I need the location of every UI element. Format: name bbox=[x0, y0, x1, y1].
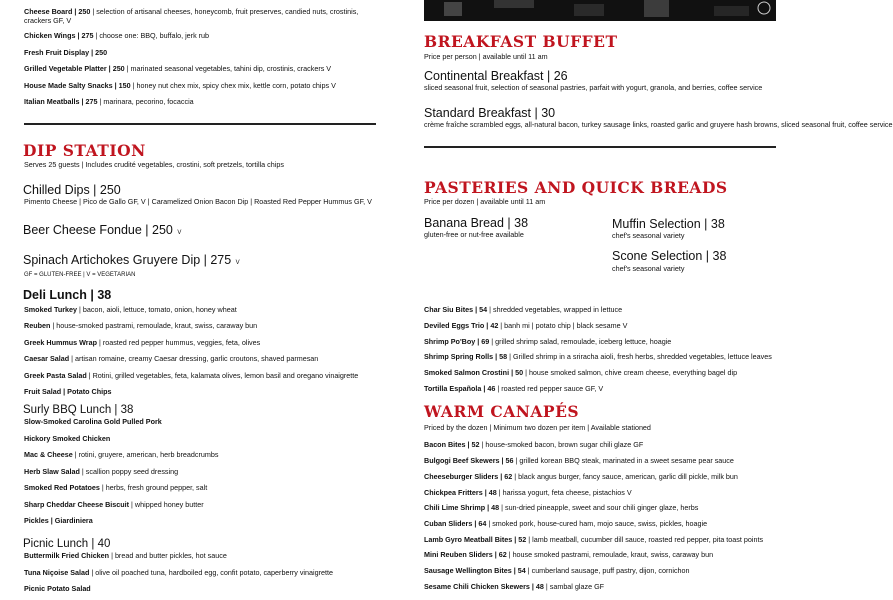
menu-item bbox=[24, 450, 218, 459]
menu-item-name: Caesar Salad bbox=[24, 354, 70, 363]
menu-item-name: Fruit Salad | Potato Chips bbox=[24, 387, 112, 396]
menu-item bbox=[424, 582, 604, 591]
menu-item-desc: | smoked pork, house-cured ham, mojo sauce, swiss, pickles, hoagie bbox=[486, 519, 708, 528]
menu-item-name: Cuban Sliders | 64 bbox=[424, 519, 487, 528]
menu-item-name: Mini Reuben Sliders | 62 bbox=[424, 550, 507, 559]
menu-item bbox=[424, 321, 627, 330]
chilled-dips-title: Chilled Dips | 250 bbox=[23, 183, 121, 197]
menu-item-name: Greek Pasta Salad bbox=[24, 371, 87, 380]
bbq-title: Surly BBQ Lunch | 38 bbox=[23, 404, 134, 416]
fondue-tag: V bbox=[177, 230, 182, 236]
menu-item bbox=[424, 440, 643, 449]
menu-item bbox=[424, 566, 690, 575]
menu-item-desc: | herbs, fresh ground pepper, salt bbox=[99, 483, 208, 492]
menu-item-desc: | shredded vegetables, wrapped in lettuce bbox=[487, 305, 623, 314]
menu-item-name: Buttermilk Fried Chicken bbox=[24, 551, 110, 560]
menu-item-desc: | honey nut chex mix, spicy chex mix, kettle corn, potato chips V bbox=[130, 81, 336, 90]
dip-station-title: DIP STATION bbox=[23, 141, 146, 160]
continental-title: Continental Breakfast | 26 bbox=[424, 69, 568, 83]
menu-item bbox=[424, 472, 738, 481]
menu-item bbox=[424, 519, 707, 528]
menu-item-desc: | marinated seasonal vegetables, tahini dip, crostinis, crackers V bbox=[124, 64, 332, 73]
menu-item-name: Lamb Gyro Meatball Bites | 52 bbox=[424, 535, 527, 544]
pastries-sub: Price per dozen | available until 11 am bbox=[424, 197, 546, 206]
banana-title: Banana Bread | 38 bbox=[424, 216, 529, 230]
menu-item bbox=[24, 81, 376, 90]
canapes-sub: Priced by the dozen | Minimum two dozen per item | Available stationed bbox=[424, 423, 651, 432]
menu-item-name: Sausage Wellington Bites | 54 bbox=[424, 566, 526, 575]
menu-item bbox=[24, 483, 207, 492]
menu-item-desc: | roasted red pepper hummus, veggies, feta, olives bbox=[96, 338, 261, 347]
breakfast-title: BREAKFAST BUFFET bbox=[424, 32, 618, 51]
menu-item bbox=[24, 305, 237, 314]
muffin-desc: chef's seasonal variety bbox=[612, 231, 685, 240]
header-photo bbox=[424, 0, 776, 21]
diet-legend: GF = GLUTEN-FREE | V = VEGETARIAN bbox=[24, 272, 136, 278]
menu-item-desc: | bacon, aioli, lettuce, tomato, onion, honey wheat bbox=[77, 305, 237, 314]
menu-item bbox=[424, 535, 763, 544]
fondue-row bbox=[23, 221, 181, 239]
menu-item-desc: | house-smoked pastrami, remoulade, kraut, swiss, caraway bun bbox=[50, 321, 258, 330]
menu-item bbox=[424, 368, 737, 377]
menu-item bbox=[24, 551, 227, 560]
breakfast-sub: Price per person | available until 11 am bbox=[424, 52, 548, 61]
menu-item-name: Tortilla Española | 46 bbox=[424, 384, 496, 393]
standard-title: Standard Breakfast | 30 bbox=[424, 106, 556, 120]
menu-item-desc: | black angus burger, fancy sauce, american, garlic dill pickle, milk bun bbox=[512, 472, 738, 481]
banana-desc: gluten-free or nut-free available bbox=[424, 230, 524, 239]
menu-item-desc: | whipped honey butter bbox=[129, 500, 204, 509]
menu-item bbox=[24, 500, 204, 509]
menu-item bbox=[424, 305, 622, 314]
menu-item-name: Hickory Smoked Chicken bbox=[24, 434, 111, 443]
spinach-title: Spinach Artichokes Gruyere Dip | 275 bbox=[23, 253, 232, 267]
menu-item bbox=[24, 387, 111, 396]
menu-item-desc: | olive oil poached tuna, hardboiled egg, confit potato, caperberry vinaigrette bbox=[89, 568, 333, 577]
menu-item-name: Smoked Turkey bbox=[24, 305, 77, 314]
menu-item-name: Char Siu Bites | 54 bbox=[424, 305, 488, 314]
menu-item bbox=[24, 584, 91, 593]
menu-item-name: Chicken Wings | 275 bbox=[24, 31, 94, 40]
menu-item bbox=[24, 321, 257, 330]
dip-station-sub: Serves 25 guests | Includes crudité vegetables, crostini, soft pretzels, tortilla chips bbox=[24, 160, 284, 169]
fondue-title: Beer Cheese Fondue | 250 bbox=[23, 223, 173, 237]
menu-item-desc: | sambal glaze GF bbox=[543, 582, 605, 591]
menu-item bbox=[24, 338, 260, 347]
menu-item-desc: | bread and butter pickles, hot sauce bbox=[109, 551, 227, 560]
menu-item-desc: | house smoked pastrami, remoulade, kraut, swiss, caraway bun bbox=[506, 550, 714, 559]
menu-item bbox=[424, 550, 713, 559]
menu-item-name: Chili Lime Shrimp | 48 bbox=[424, 503, 500, 512]
menu-item-name: Deviled Eggs Trio | 42 bbox=[424, 321, 499, 330]
menu-item-desc: | roasted red pepper sauce GF, V bbox=[495, 384, 604, 393]
menu-item-name: Greek Hummus Wrap bbox=[24, 338, 97, 347]
menu-item-desc: | banh mi | potato chip | black sesame V bbox=[498, 321, 628, 330]
menu-item bbox=[424, 352, 772, 361]
menu-item-name: Fresh Fruit Display | 250 bbox=[24, 48, 108, 57]
menu-item-name: Shrimp Spring Rolls | 58 bbox=[424, 352, 508, 361]
picnic-title: Picnic Lunch | 40 bbox=[23, 538, 111, 550]
menu-item bbox=[24, 371, 358, 380]
menu-item-name: Pickles | Giardiniera bbox=[24, 516, 93, 525]
menu-item-name: Bacon Bites | 52 bbox=[424, 440, 480, 449]
muffin-title: Muffin Selection | 38 bbox=[612, 217, 725, 231]
menu-item bbox=[24, 434, 110, 443]
menu-item-name: Sharp Cheddar Cheese Biscuit bbox=[24, 500, 130, 509]
menu-item bbox=[424, 503, 698, 512]
menu-item bbox=[424, 456, 734, 465]
menu-item bbox=[424, 488, 632, 497]
menu-item-desc: | lamb meatball, cucumber dill sauce, roasted red pepper, pita toast points bbox=[526, 535, 764, 544]
menu-item bbox=[24, 31, 376, 40]
menu-item-name: Slow-Smoked Carolina Gold Pulled Pork bbox=[24, 417, 162, 426]
menu-item-name: Cheese Board | 250 bbox=[24, 7, 91, 16]
menu-item-name: Smoked Red Potatoes bbox=[24, 483, 100, 492]
menu-item bbox=[24, 467, 178, 476]
menu-item-desc: | choose one: BBQ, buffalo, jerk rub bbox=[93, 31, 210, 40]
spinach-row bbox=[23, 251, 240, 269]
menu-item-name: Reuben bbox=[24, 321, 51, 330]
chilled-dips-desc: Pimento Cheese | Pico de Gallo GF, V | Caramelized Onion Bacon Dip | Roasted Red Pepper Hummus GF, V bbox=[24, 197, 372, 206]
deli-title: Deli Lunch | 38 bbox=[23, 288, 112, 302]
menu-item-name: Mac & Cheese bbox=[24, 450, 73, 459]
menu-item-desc: | artisan romaine, creamy Caesar dressing, garlic croutons, shaved parmesan bbox=[69, 354, 319, 363]
photo-texture bbox=[424, 0, 776, 21]
continental-desc: sliced seasonal fruit, selection of seasonal pastries, parfait with yogurt, granola, and berries, coffee service bbox=[424, 83, 763, 92]
menu-item-desc: | sun-dried pineapple, sweet and sour chili ginger glaze, herbs bbox=[499, 503, 699, 512]
menu-item-name: Picnic Potato Salad bbox=[24, 584, 91, 593]
menu-item bbox=[24, 64, 376, 73]
menu-item-name: Shrimp Po'Boy | 69 bbox=[424, 337, 490, 346]
standard-desc: crème fraîche scrambled eggs, all-natural bacon, turkey sausage links, roasted garlic and gruyere hash browns, sliced seasonal fruit, coffee service bbox=[424, 120, 893, 129]
menu-item-desc: | Grilled shrimp in a sriracha aioli, fresh herbs, shredded vegetables, lettuce leaves bbox=[507, 352, 772, 361]
menu-item-desc: | rotini, gruyere, american, herb breadcrumbs bbox=[72, 450, 219, 459]
menu-item-desc: | scallion poppy seed dressing bbox=[79, 467, 179, 476]
menu-item-desc: | house smoked salmon, chive cream cheese, everything bagel dip bbox=[523, 368, 738, 377]
divider-right bbox=[424, 146, 776, 148]
menu-item-name: Tuna Niçoise Salad bbox=[24, 568, 90, 577]
canapes-title: WARM CANAPÉS bbox=[424, 402, 580, 421]
menu-item-desc: | house-smoked bacon, brown sugar chili glaze GF bbox=[479, 440, 644, 449]
menu-item-desc: | harissa yogurt, feta cheese, pistachios V bbox=[496, 488, 632, 497]
menu-item bbox=[424, 384, 603, 393]
menu-item-name: Grilled Vegetable Platter | 250 bbox=[24, 64, 125, 73]
scone-desc: chef's seasonal variety bbox=[612, 264, 685, 273]
menu-item-name: Herb Slaw Salad bbox=[24, 467, 80, 476]
menu-item bbox=[24, 7, 376, 25]
menu-item-name: Chickpea Fritters | 48 bbox=[424, 488, 497, 497]
menu-item-desc: | grilled shrimp salad, remoulade, iceberg lettuce, hoagie bbox=[489, 337, 672, 346]
menu-item bbox=[24, 516, 93, 525]
spinach-tag: V bbox=[235, 260, 240, 266]
menu-item-name: Smoked Salmon Crostini | 50 bbox=[424, 368, 524, 377]
menu-item-desc: | grilled korean BBQ steak, marinated in a sweet sesame pear sauce bbox=[513, 456, 734, 465]
menu-item-desc: | selection of artisanal cheeses, honeycomb, fruit preserves, candied nuts, crostinis, crackers GF, V bbox=[24, 7, 359, 25]
menu-item bbox=[24, 417, 162, 426]
menu-item-name: Italian Meatballs | 275 bbox=[24, 97, 98, 106]
deli-title-clip bbox=[23, 288, 223, 303]
menu-item bbox=[24, 97, 376, 106]
menu-item-name: House Made Salty Snacks | 150 bbox=[24, 81, 131, 90]
menu-item bbox=[24, 354, 318, 363]
menu-item bbox=[424, 337, 671, 346]
menu-item-name: Bulgogi Beef Skewers | 56 bbox=[424, 456, 514, 465]
menu-item-desc: | Rotini, grilled vegetables, feta, kalamata olives, lemon basil and oregano vinaigrette bbox=[86, 371, 359, 380]
menu-item-desc: | cumberland sausage, puff pastry, dijon, cornichon bbox=[525, 566, 690, 575]
menu-item-name: Sesame Chili Chicken Skewers | 48 bbox=[424, 582, 544, 591]
divider bbox=[24, 123, 376, 125]
menu-item bbox=[24, 48, 376, 57]
menu-item bbox=[24, 568, 333, 577]
scone-title: Scone Selection | 38 bbox=[612, 249, 727, 263]
pastries-title: PASTERIES AND QUICK BREADS bbox=[424, 178, 728, 197]
menu-item-desc: | marinara, pecorino, focaccia bbox=[97, 97, 194, 106]
menu-item-name: Cheeseburger Sliders | 62 bbox=[424, 472, 513, 481]
